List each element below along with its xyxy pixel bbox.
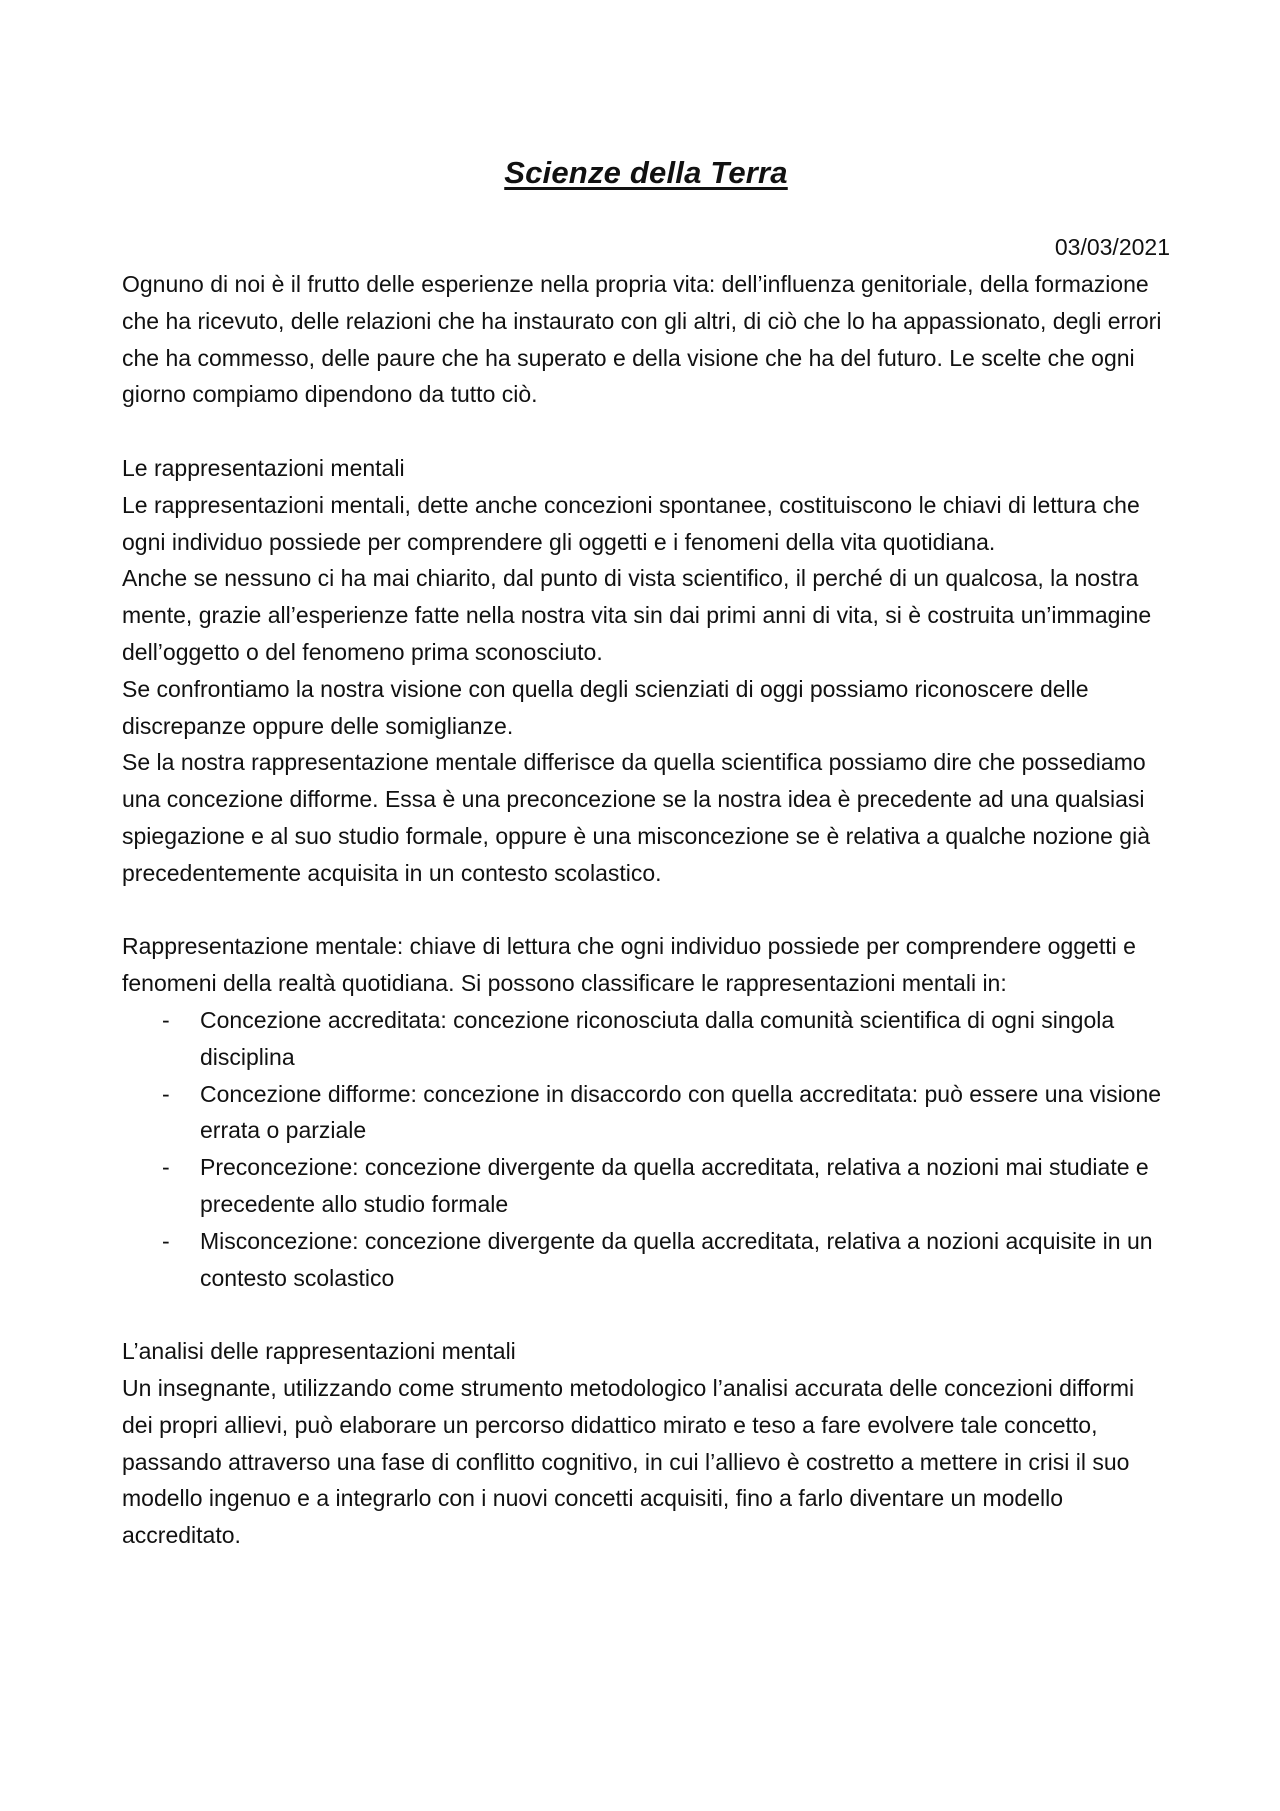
document-body	[122, 150, 1170, 1554]
dash-bullet: -	[162, 1080, 170, 1107]
dash-bullet: -	[162, 1154, 170, 1181]
section-paragraph: Un insegnante, utilizzando come strumento metodologico l’analisi accurata delle concezioni difformi dei propri allievi, può elaborare un percorso didattico mirato e teso a fare evolvere tale concetto, passando attraverso una fase di conflitto cognitivo, in cui l’allievo è costretto a mettere in crisi il suo modello ingenuo e a integrarlo con i nuovi concetti acquisiti, fino a farlo diventare un modello accreditato.	[122, 1374, 1135, 1549]
blank-line	[122, 892, 1170, 929]
list-item	[122, 1223, 1170, 1297]
section-heading: Le rappresentazioni mentali	[122, 454, 405, 481]
dash-bullet: -	[162, 1227, 170, 1254]
section-paragraph: Se la nostra rappresentazione mentale differisce da quella scientifica possiamo dire che possediamo una concezione difforme. Essa è una preconcezione se la nostra idea è precedente ad una qualsiasi spiegazione e al suo studio formale, oppure è una misconcezione se è relativa a qualche nozione già precedentemente acquisita in un contesto scolastico.	[122, 749, 1150, 886]
section-heading: L’analisi delle rappresentazioni mentali	[122, 1338, 516, 1365]
list-item-text: Concezione difforme: concezione in disaccordo con quella accreditata: può essere una visione errata o parziale	[200, 1080, 1162, 1144]
list-item	[122, 1076, 1170, 1150]
document-date: 03/03/2021	[1054, 234, 1170, 260]
definition-paragraph: Rappresentazione mentale: chiave di lettura che ogni individuo possiede per comprendere oggetti e fenomeni della realtà quotidiana. Si possono classificare le rappresentazioni mentali in:	[122, 933, 1136, 997]
list-item-text: Preconcezione: concezione divergente da quella accreditata, relativa a nozioni mai studiate e precedente allo studio formale	[200, 1154, 1149, 1217]
section-paragraph: Anche se nessuno ci ha mai chiarito, dal punto di vista scientifico, il perché di un qualcosa, la nostra mente, grazie all’esperienze fatte nella nostra vita sin dai primi anni di vita, si è costruita un’immagine dell’oggetto o del fenomeno prima sconosciuto.	[122, 565, 1152, 665]
blank-line	[122, 413, 1170, 450]
classification-list	[122, 1002, 1170, 1296]
list-item	[122, 1149, 1170, 1223]
list-item-text: Misconcezione: concezione divergente da quella accreditata, relativa a nozioni acquisite in un contesto scolastico	[200, 1227, 1153, 1291]
list-item	[122, 1002, 1170, 1076]
document-title: Scienze della Terra	[504, 155, 788, 190]
list-item-text: Concezione accreditata: concezione riconosciuta dalla comunità scientifica di ogni singola disciplina	[200, 1006, 1115, 1070]
section-paragraph: Le rappresentazioni mentali, dette anche concezioni spontanee, costituiscono le chiavi di lettura che ogni individuo possiede per comprendere gli oggetti e i fenomeni della vita quotidiana.	[122, 491, 1140, 555]
dash-bullet: -	[162, 1006, 170, 1033]
blank-line	[122, 1296, 1170, 1333]
section-paragraph: Se confrontiamo la nostra visione con quella degli scienziati di oggi possiamo riconoscere delle discrepanze oppure delle somiglianze.	[122, 675, 1089, 739]
intro-paragraph: Ognuno di noi è il frutto delle esperienze nella propria vita: dell’influenza genitoriale, della formazione che ha ricevuto, delle relazioni che ha instaurato con gli altri, di ciò che lo ha appassionato, degli errori che ha commesso, delle paure che ha superato e della visione che ha del futuro. Le scelte che ogni giorno compiamo dipendono da tutto ciò.	[122, 271, 1162, 408]
